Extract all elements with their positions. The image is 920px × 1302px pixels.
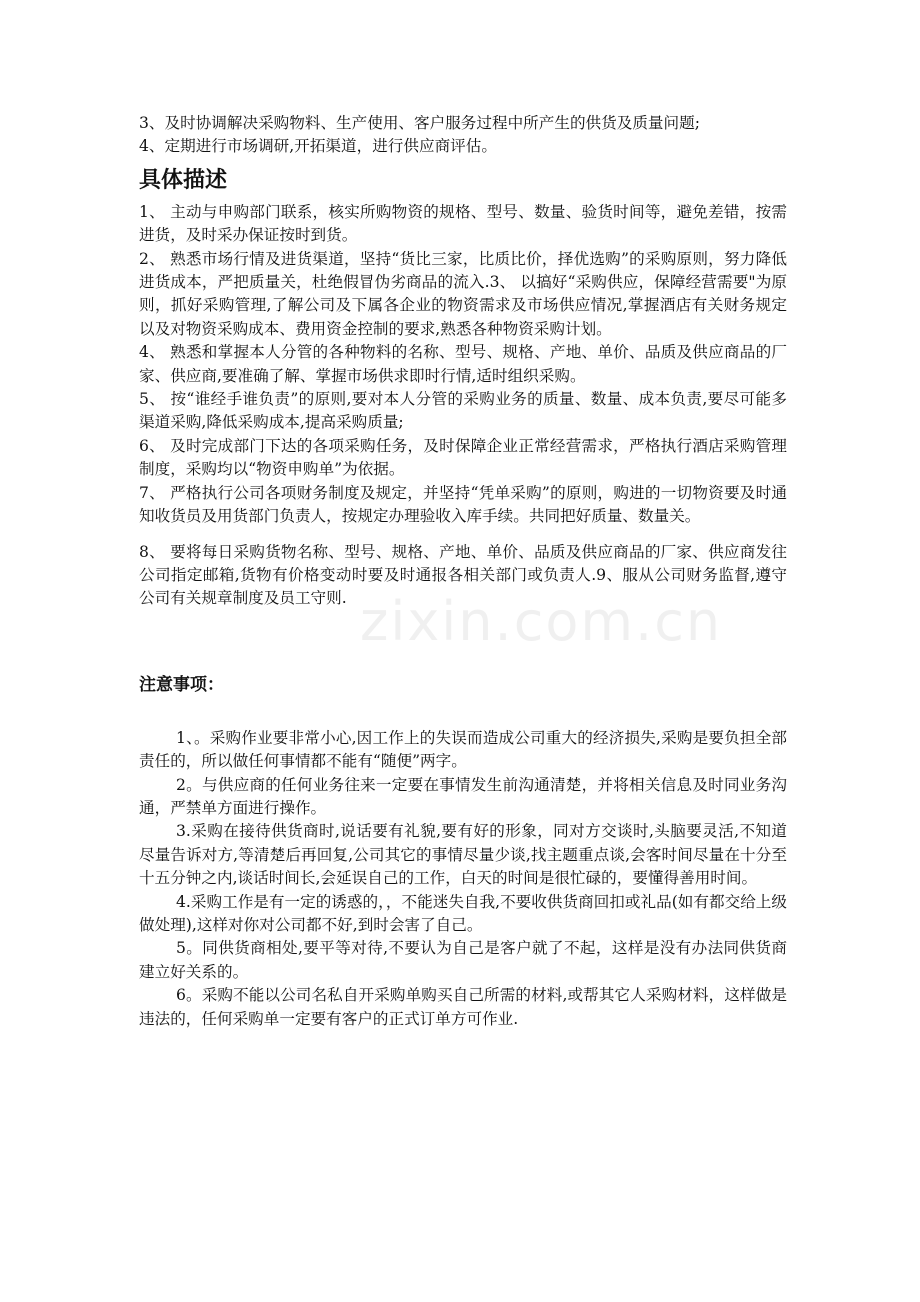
note-item: 4.采购工作是有一定的诱惑的，，不能迷失自我,不要收供货商回扣或礼品(如有都交给上级做处理),这样对你对公司都不好,到时会害了自己。 bbox=[139, 892, 787, 934]
note-item: 2。与供应商的任何业务往来一定要在事情发生前沟通清楚，并将相关信息及时同业务沟通，严禁单方面进行操作。 bbox=[139, 775, 787, 817]
description-item: 7、 严格执行公司各项财务制度及规定，并坚持“凭单采购”的原则，购进的一切物资要及时通知收货员及用货部门负责人，按规定办理验收入库手续。共同把好质量、数量关。 bbox=[139, 483, 787, 526]
top-list bbox=[139, 112, 787, 159]
note-item: 3.采购在接待供货商时,说话要有礼貌,要有好的形象，同对方交谈时,头脑要灵活,不知道尽量告诉对方,等清楚后再回复,公司其它的事情尽量少谈,找主题重点谈,会客时间尽量在十分至十五分钟之内,谈话时间长,会延误自己的工作，白天的时间是很忙碌的，要懂得善用时间。 bbox=[139, 822, 787, 888]
description-item: 5、 按“谁经手谁负责”的原则,要对本人分管的采购业务的质量、数量、成本负责,要尽可能多渠道采购,降低采购成本,提高采购质量; bbox=[139, 390, 787, 432]
description-list bbox=[139, 201, 787, 529]
document-body bbox=[139, 112, 787, 1031]
notes-list bbox=[139, 727, 787, 1031]
description-item: 1、 主动与申购部门联系，核实所购物资的规格、型号、数量、验货时间等，避免差错，按需进货，及时采办保证按时到货。 bbox=[139, 202, 787, 245]
description-item-8: 8、 要将每日采购货物名称、型号、规格、产地、单价、品质及供应商品的厂家、供应商发往公司指定邮箱,货物有价格变动时要及时通报各相关部门或负责人.9、服从公司财务监督,遵守公司有关规章制度及员工守则. bbox=[139, 542, 787, 608]
description-item: 6、 及时完成部门下达的各项采购任务，及时保障企业正常经营需求，严格执行酒店采购管理制度，采购均以“物资申购单”为依据。 bbox=[139, 436, 787, 479]
watermark-text: zixin.com.cn bbox=[360, 590, 723, 653]
note-item: 1、。采购作业要非常小心,因工作上的失误而造成公司重大的经济损失,采购是要负担全部责任的，所以做任何事情都不能有“随便”两字。 bbox=[139, 728, 787, 771]
description-item: 2、 熟悉市场行情及进货渠道，坚持“货比三家，比质比价，择优选购”的采购原则，努力降低进货成本，严把质量关，杜绝假冒伪劣商品的流入.3、 以搞好“采购供应，保障经营需要"为原则，抓好采购管理,了解公司及下属各企业的物资需求及市场供应情况,掌握酒店有关财务规定以及对物资采购成本、费用资金控制的要求,熟悉各种物资采购计划。 bbox=[139, 249, 787, 338]
spacer bbox=[139, 611, 787, 673]
description-item: 4、 熟悉和掌握本人分管的各种物料的名称、型号、规格、产地、单价、品质及供应商品的厂家、供应商,要准确了解、掌握市场供求即时行情,适时组织采购。 bbox=[139, 343, 787, 385]
note-item: 5。同供货商相处,要平等对待,不要认为自己是客户就了不起，这样是没有办法同供货商建立好关系的。 bbox=[139, 939, 787, 981]
top-item: 4、定期进行市场调研,开拓渠道，进行供应商评估。 bbox=[139, 137, 497, 156]
section-title: 具体描述 bbox=[139, 167, 228, 193]
note-item: 6。采购不能以公司名私自开采购单购买自己所需的材料,或帮其它人采购材料，这样做是违法的，任何采购单一定要有客户的正式订单方可作业. bbox=[139, 986, 787, 1028]
top-item: 3、及时协调解决采购物料、生产使用、客户服务过程中所产生的供货及质量问题; bbox=[139, 114, 700, 132]
spacer bbox=[139, 697, 787, 727]
notes-title: 注意事项： bbox=[139, 674, 224, 695]
spacer bbox=[139, 529, 787, 541]
